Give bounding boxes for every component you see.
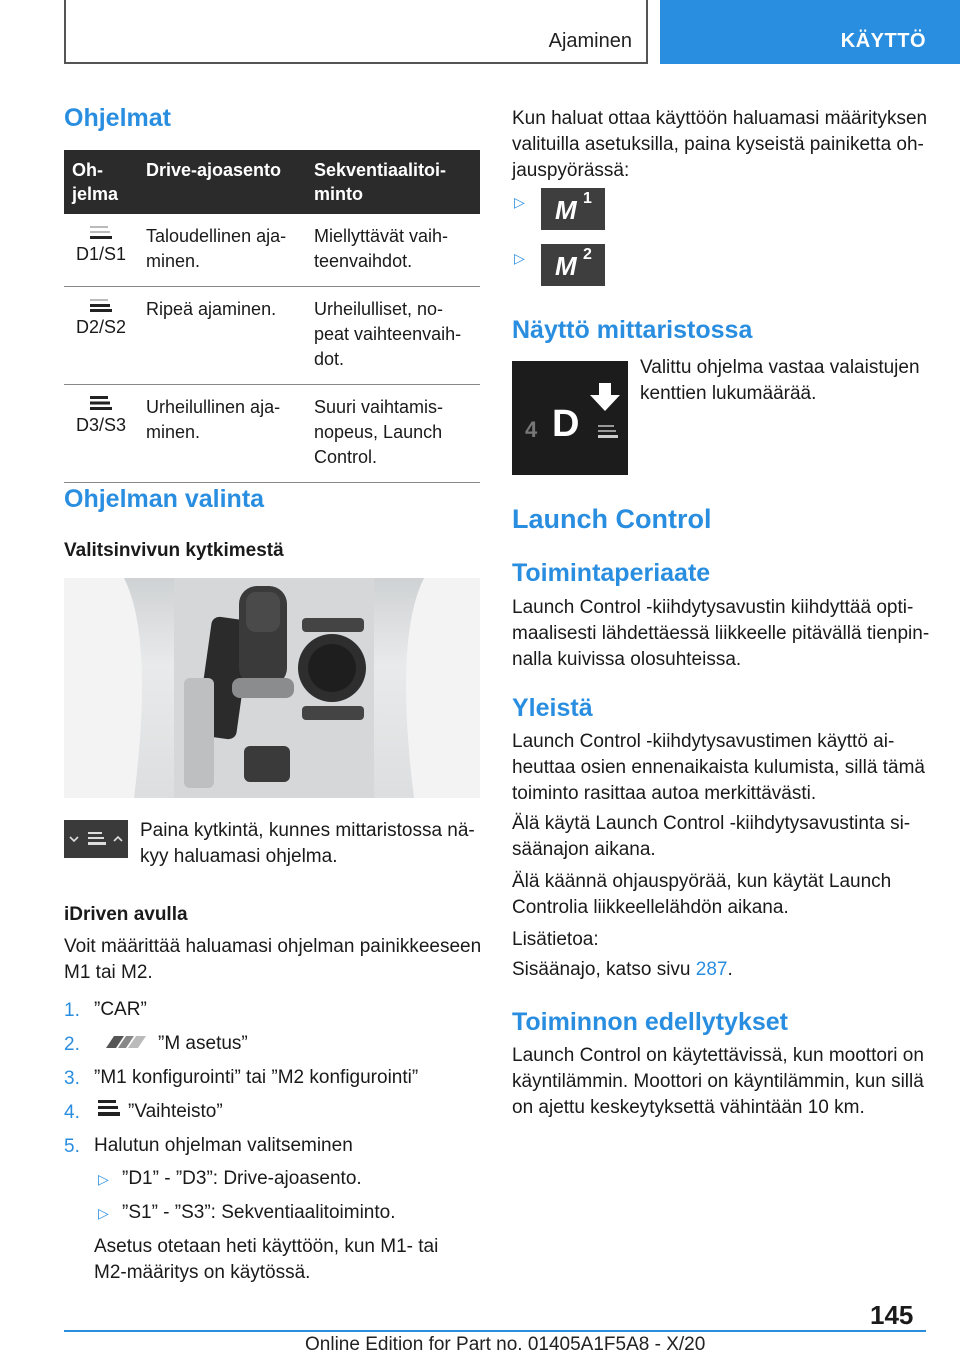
general-heading: Yleistä — [512, 694, 593, 722]
step-text: ”CAR” — [94, 999, 147, 1020]
intro-text: Kun haluat ottaa käyttöön haluamasi määrityksen valituilla asetuksilla, paina kyseistä painiketta oh- jauspyörässä: — [512, 108, 928, 181]
step-number: 2. — [64, 1034, 80, 1055]
page-link[interactable]: 287 — [695, 959, 728, 980]
header-section-box — [64, 0, 648, 64]
idrive-heading: iDriven avulla — [64, 904, 188, 925]
cluster-gear-letter: D — [552, 403, 580, 445]
program-level-icon — [596, 423, 620, 441]
drive-cell: Urheilullinen aja- minen. — [138, 385, 306, 483]
program-cell — [64, 287, 138, 385]
bullet-triangle-icon: ▷ — [98, 1205, 109, 1221]
program-cell — [64, 214, 138, 287]
m1-sup: 1 — [583, 190, 592, 207]
arrow-down-icon — [588, 381, 622, 413]
program-level-2-icon — [88, 297, 114, 313]
principle-text: Launch Control -kiihdytysavustin kiihdyttää opti- maalisesti lähdettäessä liikkeelle pitävällä tienpin- nalla kuivissa olosuhteissa. — [512, 597, 930, 670]
principle-heading: Toimintaperiaate — [512, 559, 711, 587]
break-in-text: Sisäänajo, katso sivu — [512, 959, 696, 980]
table-header-sequential: Sekventiaalitoi- minto — [306, 150, 480, 214]
selection-heading: Ohjelman valinta — [64, 485, 265, 513]
display-text: Valittu ohjelma vastaa valaistujen kenttien lukumäärää. — [640, 357, 920, 404]
general-text-2: Älä käytä Launch Control -kiihdytysavustinta si- säänajon aikana. — [512, 813, 911, 860]
table-row — [64, 214, 480, 287]
sequential-cell: Urheilulliset, no- peat vaihteenvaih- dot. — [306, 287, 480, 385]
programs-heading: Ohjelmat — [64, 104, 171, 132]
sequential-cell: Miellyttävät vaih- teenvaihdot. — [306, 214, 480, 287]
m2-button-image — [541, 244, 605, 286]
program-level-1-icon — [88, 224, 114, 240]
m1-letter: M — [555, 195, 577, 225]
header-chapter: KÄYTTÖ — [840, 30, 926, 52]
table-header-program: Oh- jelma — [64, 150, 138, 214]
gearbox-icon — [96, 1097, 122, 1119]
cluster-display-image — [512, 361, 628, 475]
table-row — [64, 287, 480, 385]
center-console-image — [64, 578, 480, 798]
m2-letter: M — [555, 251, 577, 281]
general-text-1: Launch Control -kiihdytysavustimen käyttö ai- heuttaa osien ennenaikaista kulumista, sillä tämä toiminto rasittaa autoa merkittävästi. — [512, 731, 925, 804]
display-heading: Näyttö mittaristossa — [512, 316, 753, 344]
header-section: Ajaminen — [548, 30, 632, 52]
conditions-text: Launch Control on käytettävissä, kun moottori on käyntilämmin. Moottori on käyntilämmin, kun sillä on ajettu keskeytyksettä vähintään 10 km. — [512, 1045, 924, 1118]
step-text: ”M1 konfigurointi” tai ”M2 konfigurointi” — [94, 1067, 419, 1088]
cluster-gear-number: 4 — [525, 417, 538, 442]
table-row — [64, 385, 480, 483]
idrive-text: Voit määrittää haluamasi ohjelman painikkeeseen M1 tai M2. — [64, 936, 482, 983]
mode-switch-icon — [64, 820, 128, 858]
apply-text: Asetus otetaan heti käyttöön, kun M1- tai M2-määritys on käytössä. — [94, 1236, 439, 1283]
bullet-triangle-icon: ▷ — [514, 250, 525, 266]
page-number: 145 — [870, 1300, 914, 1330]
program-label: D1/S1 — [75, 244, 127, 264]
edition-text: Online Edition for Part no. 01405A1F5A8 - X/20 — [305, 1334, 706, 1355]
step-text: ”M asetus” — [158, 1033, 248, 1054]
general-text-3: Älä käännä ohjauspyörää, kun käytät Launch Controlia liikkeellelähdön aikana. — [512, 871, 892, 918]
mode-switch-image — [64, 820, 128, 858]
drive-cell: Ripeä ajaminen. — [138, 287, 306, 385]
program-level-3-icon — [88, 395, 114, 411]
switch-text: Paina kytkintä, kunnes mittaristossa nä- kyy haluamasi ohjelma. — [140, 820, 475, 867]
launch-control-heading: Launch Control — [512, 504, 712, 534]
conditions-heading: Toiminnon edellytykset — [512, 1008, 788, 1036]
step-text: Halutun ohjelman valitseminen — [94, 1135, 353, 1156]
bullet-triangle-icon: ▷ — [514, 194, 525, 210]
program-cell — [64, 385, 138, 483]
m2-sup: 2 — [583, 246, 592, 263]
program-label: D3/S3 — [75, 415, 127, 435]
sequential-cell: Suuri vaihtamis- nopeus, Launch Control. — [306, 385, 480, 483]
substep-text: ”S1” - ”S3”: Sekventiaalitoiminto. — [122, 1202, 396, 1223]
bullet-triangle-icon: ▷ — [98, 1171, 109, 1187]
m1-button-image — [541, 188, 605, 230]
step-number: 3. — [64, 1068, 80, 1089]
drive-cell: Taloudellinen aja- minen. — [138, 214, 306, 287]
step-number: 1. — [64, 1000, 80, 1021]
step-number: 5. — [64, 1136, 80, 1157]
table-header-drive: Drive-ajoasento — [138, 150, 306, 214]
programs-table — [64, 150, 480, 483]
more-info-label: Lisätietoa: — [512, 929, 599, 950]
footer-divider — [64, 1330, 926, 1332]
console-illustration — [64, 578, 480, 798]
header-chapter-box — [660, 0, 960, 64]
step-number: 4. — [64, 1102, 80, 1123]
switch-heading: Valitsinvivun kytkimestä — [64, 540, 284, 561]
break-in-end: . — [727, 959, 733, 980]
substep-text: ”D1” - ”D3”: Drive-ajoasento. — [122, 1168, 362, 1189]
break-in-reference — [512, 957, 733, 983]
program-label: D2/S2 — [75, 317, 127, 337]
m-stripes-icon — [98, 1034, 148, 1050]
step-text: ”Vaihteisto” — [128, 1101, 223, 1122]
